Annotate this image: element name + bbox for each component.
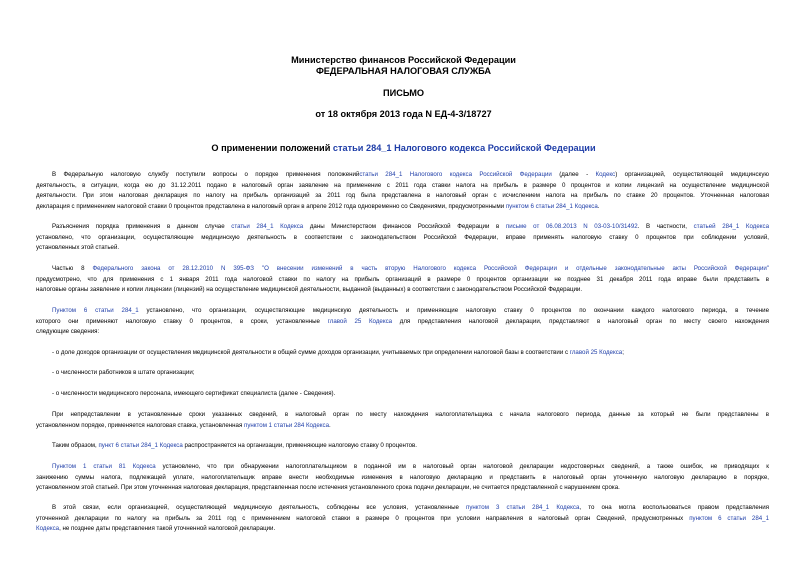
bullet-1 xyxy=(36,348,769,359)
link-item-3-article-284-1[interactable]: пунктом 3 статьи 284_1 Кодекса xyxy=(466,504,580,511)
paragraph-5 xyxy=(36,410,769,431)
link-item-6-article-284-1-d[interactable]: пунктом 6 статьи 284_1 xyxy=(689,514,769,522)
text-run: Таким образом, xyxy=(52,442,99,449)
paragraph-2 xyxy=(36,222,769,254)
paragraph-1 xyxy=(36,170,769,212)
paragraph-8-line-3 xyxy=(36,524,769,535)
paragraph-3-line-2: предусмотрено, что для применения с 1 января 2011 года налоговой ставки по налогу на прибыль организаций в размере 0 процентов организации не позднее 31 декабря 2011 года вправе были представить в xyxy=(36,275,769,283)
paragraph-7 xyxy=(36,462,769,494)
document-date-number: от 18 октября 2013 года N ЕД-4-3/18727 xyxy=(315,109,492,119)
link-code[interactable]: Кодекс xyxy=(595,171,616,178)
paragraph-7-line-3: установленном этой статьей. При этом уточненная налоговая декларация, представленная после истечения установленного срока подачи декларации, не считается представленной с нарушением срока. xyxy=(36,484,620,492)
paragraph-1-line-3: деятельности. При этом налоговая декларация по налогу на прибыль организаций за 2011 год была представлена в налоговый орган с исчислением налога на прибыль по ставке 20 процентов. Уточненная налоговая xyxy=(36,192,769,200)
service-name: ФЕДЕРАЛЬНАЯ НАЛОГОВАЯ СЛУЖБА xyxy=(315,66,492,76)
paragraph-1-line-4 xyxy=(36,202,769,213)
text-run: Разъяснения порядка применения в данном случае xyxy=(52,223,232,230)
link-item-6-article-284-1-c[interactable]: пункт 6 статьи 284_1 Кодекса xyxy=(98,442,183,449)
link-chapter-25-code-2[interactable]: главой 25 Кодекса xyxy=(569,349,623,356)
paragraph-5-line-1: При непредставлении в установленные сроки указанных сведений, в налоговый орган по месту нахождения налогоплательщика с начала налогового периода, данные за который не были представлены в xyxy=(52,411,769,418)
link-letter-minfin[interactable]: письме от 06.08.2013 N 03-03-10/31492 xyxy=(505,223,638,230)
document-subject xyxy=(0,143,807,154)
paragraph-1-line-1 xyxy=(36,170,769,181)
link-code-2[interactable]: Кодекса xyxy=(36,525,60,533)
link-item-1-article-81[interactable]: Пунктом 1 статьи 81 Кодекса xyxy=(52,463,156,470)
text-run: установлено, что при обнаружении налогоплательщиком в поданной им в налоговый орган налоговой декларации недостоверных сведений, а также ошибок, не приводящих к xyxy=(155,463,769,470)
text-run: , не позднее даты представления такой уточненной налоговой декларации. xyxy=(59,525,276,533)
text-run: даны Министерством финансов Российской Федерации в xyxy=(303,223,506,230)
paragraph-8 xyxy=(36,503,769,535)
text-run: . xyxy=(597,202,600,210)
paragraph-6-line-1 xyxy=(36,441,769,452)
bullet-2 xyxy=(36,368,769,379)
link-federal-law-395-fz[interactable]: Федерального закона от 28.12.2010 N 395-ФЗ "О внесении изменений в часть вторую Налогового кодекса Российской Федерации и отдельные законодательные акты Российской Федерации" xyxy=(92,265,770,272)
paragraph-4-line-3: следующие сведения: xyxy=(36,328,100,336)
text-run: . В частности, xyxy=(637,223,694,230)
link-article-284-1-code[interactable]: статьи 284_1 Кодекса xyxy=(231,223,304,230)
link-item-6-article-284-1-b[interactable]: Пунктом 6 статьи 284_1 xyxy=(52,307,139,314)
paragraph-4-line-1 xyxy=(36,306,769,317)
paragraph-2-line-3: установленных этой статьей. xyxy=(36,244,120,252)
text-run: - о доле доходов организации от осуществления медицинской деятельности в общей сумме доходов организации, учитываемых при определении налоговой базы в соответствии с xyxy=(52,349,570,356)
text-run: . xyxy=(329,421,331,429)
link-article-284-1-tax-code[interactable]: статьи 284_1 Налогового кодекса Российской Федерации xyxy=(359,171,552,178)
text-run: ; xyxy=(622,349,624,356)
paragraph-3-line-3: налоговые органы заявление и копии лицензии (лицензий) на осуществление медицинской деятельности, выданной (выданных) в соответствии с законодательством Российской Федерации. xyxy=(36,286,583,294)
paragraph-8-line-2 xyxy=(36,514,769,525)
paragraph-8-line-1 xyxy=(36,503,769,514)
text-run: уточненной декларации по налогу на прибыль за 2011 год с применением налоговой ставки в размере 0 процентов при условии направления в налоговый орган Сведений, предусмотренных xyxy=(36,514,690,522)
text-run: Частью 8 xyxy=(52,265,93,272)
text-run: В этой связи, если организацией, осуществляющей медицинскую деятельность, соблюдены все условия, установленные xyxy=(52,504,466,511)
text-run: ) организацией, осуществляющей медицинскую xyxy=(615,171,769,178)
link-item-6-article-284-1[interactable]: пунктом 6 статьи 284_1 Кодекса xyxy=(505,202,598,210)
paragraph-1-line-2: деятельность, в ситуации, когда ею до 31.12.2011 подано в налоговый орган заявление на применение с 2011 года ставки налога на прибыль в размере 0 процентов и копии лицензий на осуществление медицинской xyxy=(36,181,769,189)
text-run: распространяется на организации, применяющие налоговую ставку 0 процентов. xyxy=(182,442,418,449)
text-run: , то она могла воспользоваться правом представления xyxy=(579,504,769,511)
text-run: В Федеральную налоговую службу поступили вопросы о порядке применения положений xyxy=(52,171,360,178)
subject-prefix: О применении положений xyxy=(211,143,333,153)
bullet-3 xyxy=(36,389,769,400)
paragraph-7-line-1 xyxy=(36,462,769,473)
paragraph-2-line-2: установлено, что организации, осуществляющие медицинскую деятельность в соответствии с законодательством Российской Федерации, вправе применять налоговую ставку 0 процентов при соблюдении условий, xyxy=(36,233,769,241)
paragraph-2-line-1 xyxy=(36,222,769,233)
paragraph-5-line-2 xyxy=(36,421,769,432)
text-run: установлено, что организации, осуществляющие медицинскую деятельность и применяющие налоговую ставку 0 процентов по окончании каждого налогового периода, в течение xyxy=(138,307,769,314)
text-run: (далее - xyxy=(551,171,596,178)
bullet-2-line: - о численности работников в штате организации; xyxy=(52,369,195,376)
text-run: которого они применяют налоговую ставку 0 процентов, в сроки, установленные xyxy=(36,317,328,325)
subject-link-article-284-1[interactable]: статьи 284_1 Налогового кодекса Российской Федерации xyxy=(332,143,596,153)
link-chapter-25-code[interactable]: главой 25 Кодекса xyxy=(327,317,393,325)
paragraph-6 xyxy=(36,441,769,452)
text-run: декларация с применением налоговой ставки 0 процентов представлена в налоговый орган в апреле 2012 года одновременно со Сведениями, предусмотренными xyxy=(36,202,506,210)
paragraph-3-line-1 xyxy=(36,264,769,275)
paragraph-7-line-2: занижению суммы налога, подлежащей уплате, налогоплательщик вправе внести необходимые изменения в налоговую декларацию и представить в налоговый орган уточненную налоговую декларацию в порядке, xyxy=(36,473,769,481)
ministry-name: Министерство финансов Российской Федерации xyxy=(291,55,516,65)
bullet-3-line: - о численности медицинского персонала, имеющего сертификат специалиста (далее - Сведения). xyxy=(52,390,336,397)
paragraph-4-line-2 xyxy=(36,317,769,328)
bullet-1-line xyxy=(36,348,769,359)
paragraph-3 xyxy=(36,264,769,296)
link-item-1-article-284[interactable]: пунктом 1 статьи 284 Кодекса xyxy=(244,421,330,429)
paragraph-4 xyxy=(36,306,769,338)
text-run: для представления налоговой декларации, представляют в налоговый орган по месту своего нахождения xyxy=(392,317,769,325)
text-run: установленном порядке, применяется налоговая ставка, установленная xyxy=(36,421,244,429)
document-kind: ПИСЬМО xyxy=(382,88,425,98)
link-article-284-1-code-2[interactable]: статьей 284_1 Кодекса xyxy=(693,223,770,230)
